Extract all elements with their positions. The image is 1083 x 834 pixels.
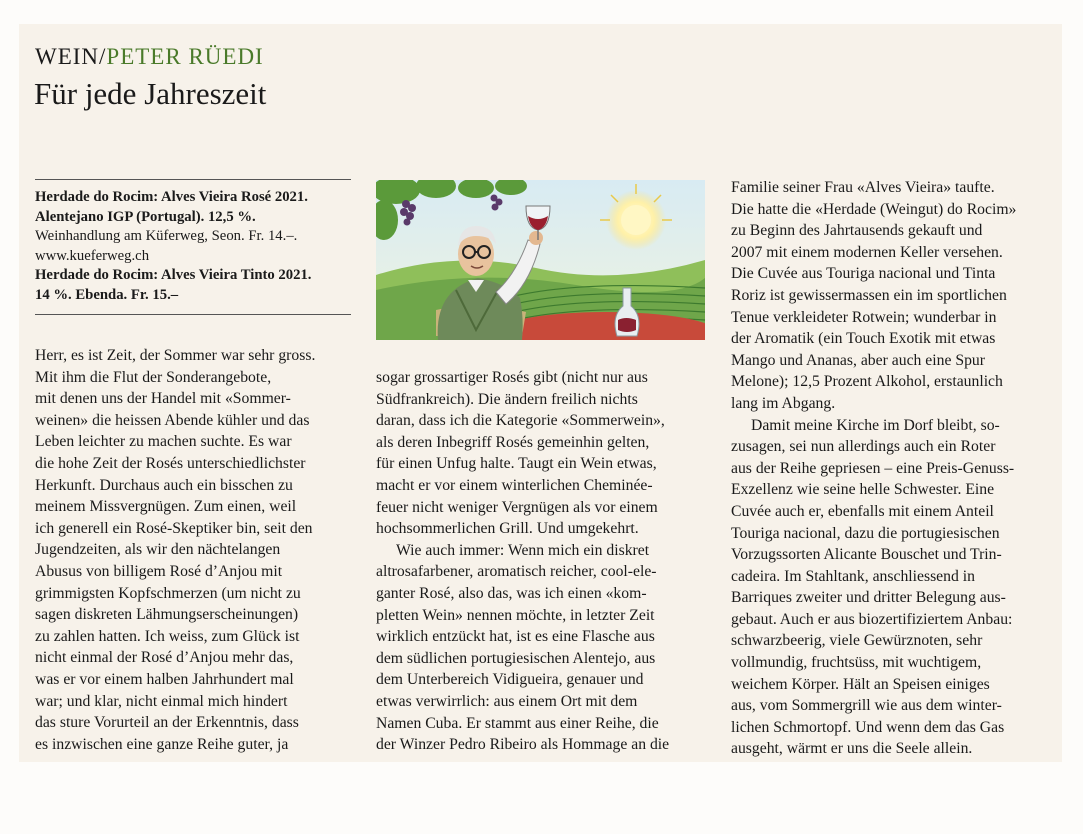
text-line: nicht einmal der Rosé d’Anjou mehr das, <box>35 649 294 667</box>
kicker-separator: / <box>99 44 107 69</box>
text-line: Mango und Ananas, aber auch eine Spur <box>731 351 985 369</box>
text-line: das sture Vorurteil an der Erkenntnis, dass <box>35 714 299 732</box>
text-line: schwarzbeerig, viele Gewürznoten, sehr <box>731 632 983 650</box>
text-line: Roriz ist gewissermassen ein im sportlichen <box>731 286 1007 304</box>
text-line: Exzellenz wie seine helle Schwester. Eine <box>731 481 995 499</box>
text-line: Touriga nacional, dazu die portugiesischen <box>731 524 1000 542</box>
article-headline: Für jede Jahreszeit <box>34 76 267 111</box>
text-line: der Aromatik (ein Touch Exotik mit etwas <box>731 330 996 348</box>
text-line: Herr, es ist Zeit, der Sommer war sehr gross. <box>35 347 316 364</box>
wine-info-line: 14 %. Ebenda. Fr. 15.– <box>35 286 179 303</box>
text-line: war; und klar, nicht einmal mich hindert <box>35 692 288 710</box>
text-line: sogar grossartiger Rosés gibt (nicht nur aus <box>376 369 648 386</box>
text-line: der Winzer Pedro Ribeiro als Hommage an die <box>376 736 670 754</box>
text-line: meinem Missvergnügen. Zum einen, weil <box>35 498 297 516</box>
text-line: ausgeht, wärmt er uns die Seele allein. <box>731 740 973 758</box>
text-line: Wie auch immer: Wenn mich ein diskret <box>396 541 650 559</box>
text-line: Melone); 12,5 Prozent Alkohol, erstaunlich <box>731 373 1003 391</box>
text-line: Mit ihm die Flut der Sonderangebote, <box>35 368 272 386</box>
text-line: vollmundig, fruchtsüss, mit wuchtigem, <box>731 654 982 672</box>
wine-info-line: www.kueferweg.ch <box>35 247 150 264</box>
text-line: pletten Wein» nennen möchte, in letzter Zeit <box>376 606 655 624</box>
wine-info-line: Weinhandlung am Küferweg, Seon. Fr. 14.–. <box>35 228 298 245</box>
text-line: Tenue verkleideter Rotwein; wunderbar in <box>731 308 997 326</box>
text-line: ganter Rosé, also das, was ich einen «kom- <box>376 584 647 602</box>
text-line: Abusus von billigem Rosé d’Anjou mit <box>35 562 283 580</box>
text-line: feuer nicht weniger Vergnügen als vor einem <box>376 498 658 516</box>
text-line: grimmigsten Kopfschmerzen (um nicht zu <box>35 584 301 602</box>
text-line: dem südlichen portugiesischen Alentejo, aus <box>376 649 656 667</box>
text-line: es inzwischen eine ganze Reihe guter, ja <box>35 735 289 753</box>
column-kicker <box>35 44 264 70</box>
text-line: etwas verwirrlich: aus einem Ort mit dem <box>376 692 638 710</box>
text-column-3 <box>731 177 1061 760</box>
text-line: cadeira. Im Stahltank, anschliessend in <box>731 567 975 585</box>
text-line: Barriques zweiter und dritter Belegung aus- <box>731 589 1006 607</box>
text-line: Namen Cuba. Er stammt aus einer Reihe, die <box>376 714 659 732</box>
text-line: altrosafarbener, aromatisch reicher, cool-ele- <box>376 563 657 581</box>
wine-info-line: Alentejano IGP (Portugal). 12,5 %. <box>35 208 256 225</box>
text-column-2 <box>376 367 706 756</box>
text-line: Cuvée auch er, ebenfalls mit einem Anteil <box>731 502 994 520</box>
text-line: Jugendzeiten, als wir den nächtelangen <box>35 541 281 559</box>
text-line: Familie seiner Frau «Alves Vieira» taufte. <box>731 179 995 196</box>
wine-info-line: Herdade do Rocim: Alves Vieira Rosé 2021. <box>35 189 308 205</box>
wine-info-lines <box>35 180 351 306</box>
text-line: wirklich entzückt hat, ist es eine Flasche aus <box>376 628 655 646</box>
text-line: macht er vor einem winterlichen Cheminée- <box>376 476 653 494</box>
wine-illustration <box>376 180 705 340</box>
text-line: zu Beginn des Jahrtausends gekauft und <box>731 222 983 240</box>
text-line: mit denen uns der Handel mit «Sommer- <box>35 390 291 408</box>
rubric-label: WEIN <box>35 44 100 69</box>
text-line: zu zahlen hatten. Ich weiss, zum Glück ist <box>35 627 300 645</box>
article-page <box>19 24 1062 762</box>
text-line: aus, vom Sommergrill wie aus dem winter- <box>731 697 1002 715</box>
text-line: die hohe Zeit der Rosés unterschiedlichster <box>35 454 306 472</box>
text-line: weinen» die heissen Abende kühler und das <box>35 411 310 429</box>
text-line: lichen Schmortopf. Und wenn dem das Gas <box>731 718 1005 736</box>
text-line: als deren Inbegriff Rosés gemeinhin gelten, <box>376 433 650 451</box>
text-line: Die hatte die «Herdade (Weingut) do Rocim» <box>731 200 1017 218</box>
text-line: 2007 mit einem modernen Keller versehen. <box>731 243 1003 261</box>
illustration-drawing <box>376 180 705 340</box>
text-line: aus der Reihe gepriesen – eine Preis-Genuss- <box>731 459 1015 477</box>
text-line: Vorzugssorten Alicante Bouschet und Trin- <box>731 546 1002 564</box>
text-line: gebaut. Auch er aus biozertifiziertem Anbau: <box>731 610 1013 628</box>
text-line: weichem Körper. Hält an Speisen einiges <box>731 675 990 693</box>
author-name: PETER RÜEDI <box>106 44 264 69</box>
text-line: sagen diskreten Lähmungserscheinungen) <box>35 606 299 624</box>
text-line: Herkunft. Durchaus auch ein bisschen zu <box>35 476 293 494</box>
text-line: lang im Abgang. <box>731 394 836 412</box>
wine-info-line: Herdade do Rocim: Alves Vieira Tinto 2021. <box>35 267 312 284</box>
text-line: Damit meine Kirche im Dorf bleibt, so- <box>751 416 1000 434</box>
text-line: was er vor einem halben Jahrhundert mal <box>35 670 294 688</box>
text-line: Leben leichter zu machen suchte. Es war <box>35 433 292 451</box>
text-line: hochsommerlichen Grill. Und umgekehrt. <box>376 520 639 538</box>
text-line: daran, dass ich die Kategorie «Sommerwein», <box>376 412 665 430</box>
text-line: ich generell ein Rosé-Skeptiker bin, seit den <box>35 519 313 537</box>
text-line: für einen Unfug halte. Taugt ein Wein etwas, <box>376 455 657 473</box>
wine-info-box <box>35 179 351 315</box>
text-line: Südfrankreich). Die ändern freilich nichts <box>376 390 638 408</box>
text-line: dem Unterbereich Vidigueira, genauer und <box>376 671 644 689</box>
text-line: zusagen, sei nun allerdings auch ein Roter <box>731 438 996 456</box>
text-column-1 <box>35 345 355 755</box>
text-line: Die Cuvée aus Touriga nacional und Tinta <box>731 265 996 283</box>
